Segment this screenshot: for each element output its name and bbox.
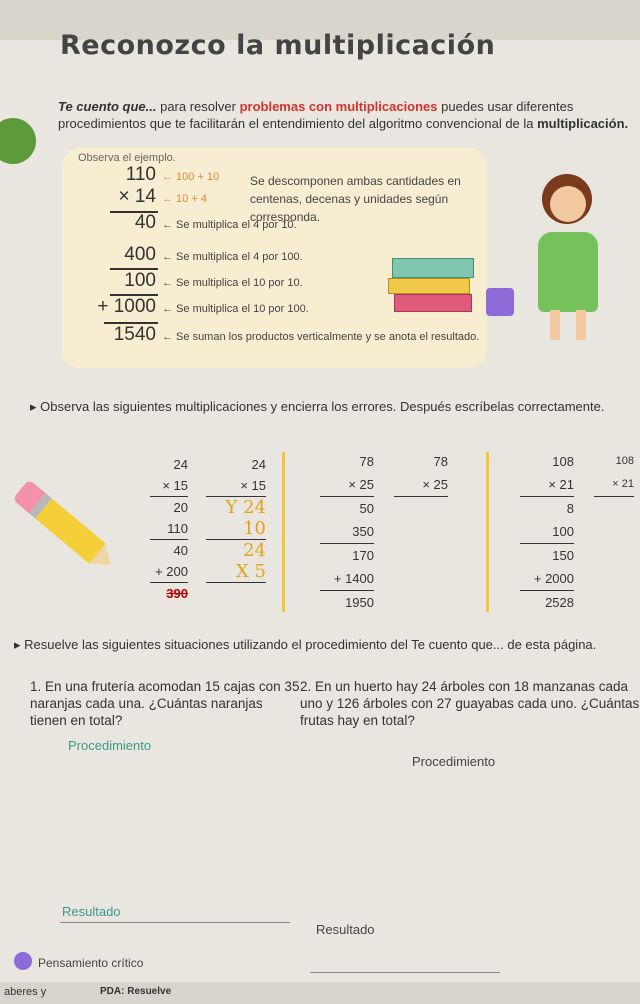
intro-bold: multiplicación. xyxy=(537,116,629,131)
example-step-value: 40 xyxy=(134,212,156,233)
problem-1-factor-1: 24 xyxy=(173,457,188,472)
divider xyxy=(282,452,285,612)
example-step-value: 1540 xyxy=(113,324,156,345)
question-1-result-label: Resultado xyxy=(62,904,121,919)
problem-3-given xyxy=(520,450,574,614)
problem-2-partial: 170 xyxy=(352,548,374,563)
question-1-result-line[interactable] xyxy=(60,922,290,923)
problem-1-copy-factor-1: 24 xyxy=(251,457,266,472)
example-step-value: 400 xyxy=(124,244,156,265)
example-step-note: ← Se multiplica el 10 por 100. xyxy=(162,303,309,315)
question-2-text: En un huerto hay 24 árboles con 18 manzanas cada uno y 126 árboles con 27 guayabas cada uno. ¿Cuántas frutas hay en total? xyxy=(300,679,640,728)
problem-2-copy-factor-1: 78 xyxy=(433,454,448,469)
question-1-number: 1. xyxy=(30,679,42,694)
intro-text-1: para resolver xyxy=(156,99,240,114)
intro-text-2: puedes usar diferentes procedimientos que te facilitarán el entendimiento del algoritmo convencional de la xyxy=(58,99,574,131)
problem-3-written xyxy=(594,450,634,497)
problem-2-copy-factor-2: × 25 xyxy=(394,473,448,497)
problem-3-partial: 100 xyxy=(520,520,574,544)
critical-thinking-icon xyxy=(14,952,32,970)
problem-2-partial: + 1400 xyxy=(320,567,374,591)
critical-thinking-label: Pensamiento crítico xyxy=(38,956,144,970)
question-2-number: 2. xyxy=(300,679,312,694)
problem-3-result: 2528 xyxy=(545,595,574,610)
example-step-note: ← Se multiplica el 4 por 100. xyxy=(162,251,303,263)
handwritten-line: X 5 xyxy=(206,561,266,583)
problem-1-result: 390 xyxy=(166,586,188,601)
problem-1-partial: 40 xyxy=(173,543,188,558)
problem-2-factor-2: × 25 xyxy=(320,473,374,497)
example-step-note: ← Se multiplica el 10 por 10. xyxy=(162,277,303,289)
problem-1-given xyxy=(150,454,188,604)
example-bubble: Se descomponen ambas cantidades en centenas, decenas y unidades según corresponda. xyxy=(250,174,461,224)
problem-3-factor-1: 108 xyxy=(552,454,574,469)
handwritten-line: 10 xyxy=(206,518,266,540)
section-icon xyxy=(0,118,36,164)
question-1 xyxy=(30,678,300,729)
example-factor-2-note: ← 10 + 4 xyxy=(162,193,207,205)
example-step-value: + 1000 xyxy=(97,296,156,317)
question-2-work-area[interactable] xyxy=(310,776,630,906)
question-1-text: En una frutería acomodan 15 cajas con 35 naranjas cada una. ¿Cuántas naranjas tienen en total? xyxy=(30,679,300,728)
pencil-illustration xyxy=(7,475,125,583)
intro-highlight: problemas con multiplicaciones xyxy=(239,99,438,114)
problem-3-partial: 150 xyxy=(552,548,574,563)
problem-2-partial: 350 xyxy=(320,520,374,544)
question-2-result-line[interactable] xyxy=(310,972,500,973)
intro-paragraph xyxy=(58,98,638,132)
problem-1-written xyxy=(206,454,266,583)
example-step-note: ← Se suman los productos verticalmente y se anota el resultado. xyxy=(162,331,480,343)
problem-2-factor-1: 78 xyxy=(359,454,374,469)
question-1-work-area[interactable] xyxy=(60,760,300,900)
question-2 xyxy=(300,678,640,729)
example-factor-1: 110 xyxy=(125,164,156,185)
intro-lead: Te cuento que... xyxy=(58,99,157,114)
example-step-note: ← Se multiplica el 4 por 10. xyxy=(162,219,297,231)
task-2-text: Resuelve las siguientes situaciones utilizando el procedimiento del Te cuento que... de esta página. xyxy=(24,637,597,652)
girl-illustration xyxy=(520,170,620,350)
task-1-instructions: ▸ Observa las siguientes multiplicaciones y encierra los errores. Después escríbelas correctamente. xyxy=(30,399,605,414)
pencil-mug-illustration xyxy=(486,288,514,316)
question-2-result-label: Resultado xyxy=(316,922,375,937)
problem-2-result: 1950 xyxy=(345,595,374,610)
example-step-value: 100 xyxy=(124,270,156,291)
problem-1-factor-2: × 15 xyxy=(150,475,188,497)
problem-2-given xyxy=(320,450,374,614)
example-label: Observa el ejemplo. xyxy=(78,152,176,164)
example-factor-2: × 14 xyxy=(118,186,156,207)
handwritten-line: Y 24 xyxy=(225,497,266,518)
footer-band xyxy=(0,982,640,1004)
footer-pda: PDA: Resuelve xyxy=(100,986,172,997)
problem-1-partial: 110 xyxy=(150,518,188,540)
example-factor-1-note: ← 100 + 10 xyxy=(162,171,220,183)
divider xyxy=(486,452,489,612)
problem-1-partial: 20 xyxy=(173,500,188,515)
problem-3-partial: 8 xyxy=(566,501,574,516)
problem-3-partial: + 2000 xyxy=(520,567,574,591)
task-1-text: Observa las siguientes multiplicaciones y encierra los errores. Después escríbelas correctamente. xyxy=(40,399,605,414)
problem-2-written xyxy=(394,450,448,497)
page-title: Reconozco la multiplicación xyxy=(60,30,496,61)
problem-3-copy-factor-2: × 21 xyxy=(594,473,634,497)
question-1-procedure-label: Procedimiento xyxy=(68,738,152,753)
question-2-procedure-label: Procedimiento xyxy=(412,754,496,769)
problem-3-copy-factor-1: 108 xyxy=(615,455,634,467)
footer-left-text: aberes y xyxy=(4,986,47,998)
handwritten-line: 24 xyxy=(243,540,266,561)
task-2-instructions: ▸ Resuelve las siguientes situaciones utilizando el procedimiento del Te cuento que... de esta página. xyxy=(14,637,597,652)
problem-2-partial: 50 xyxy=(359,501,374,516)
problem-3-factor-2: × 21 xyxy=(520,473,574,497)
books-illustration xyxy=(392,258,474,316)
problem-1-partial: + 200 xyxy=(150,561,188,583)
problem-1-copy-factor-2: × 15 xyxy=(206,475,266,497)
